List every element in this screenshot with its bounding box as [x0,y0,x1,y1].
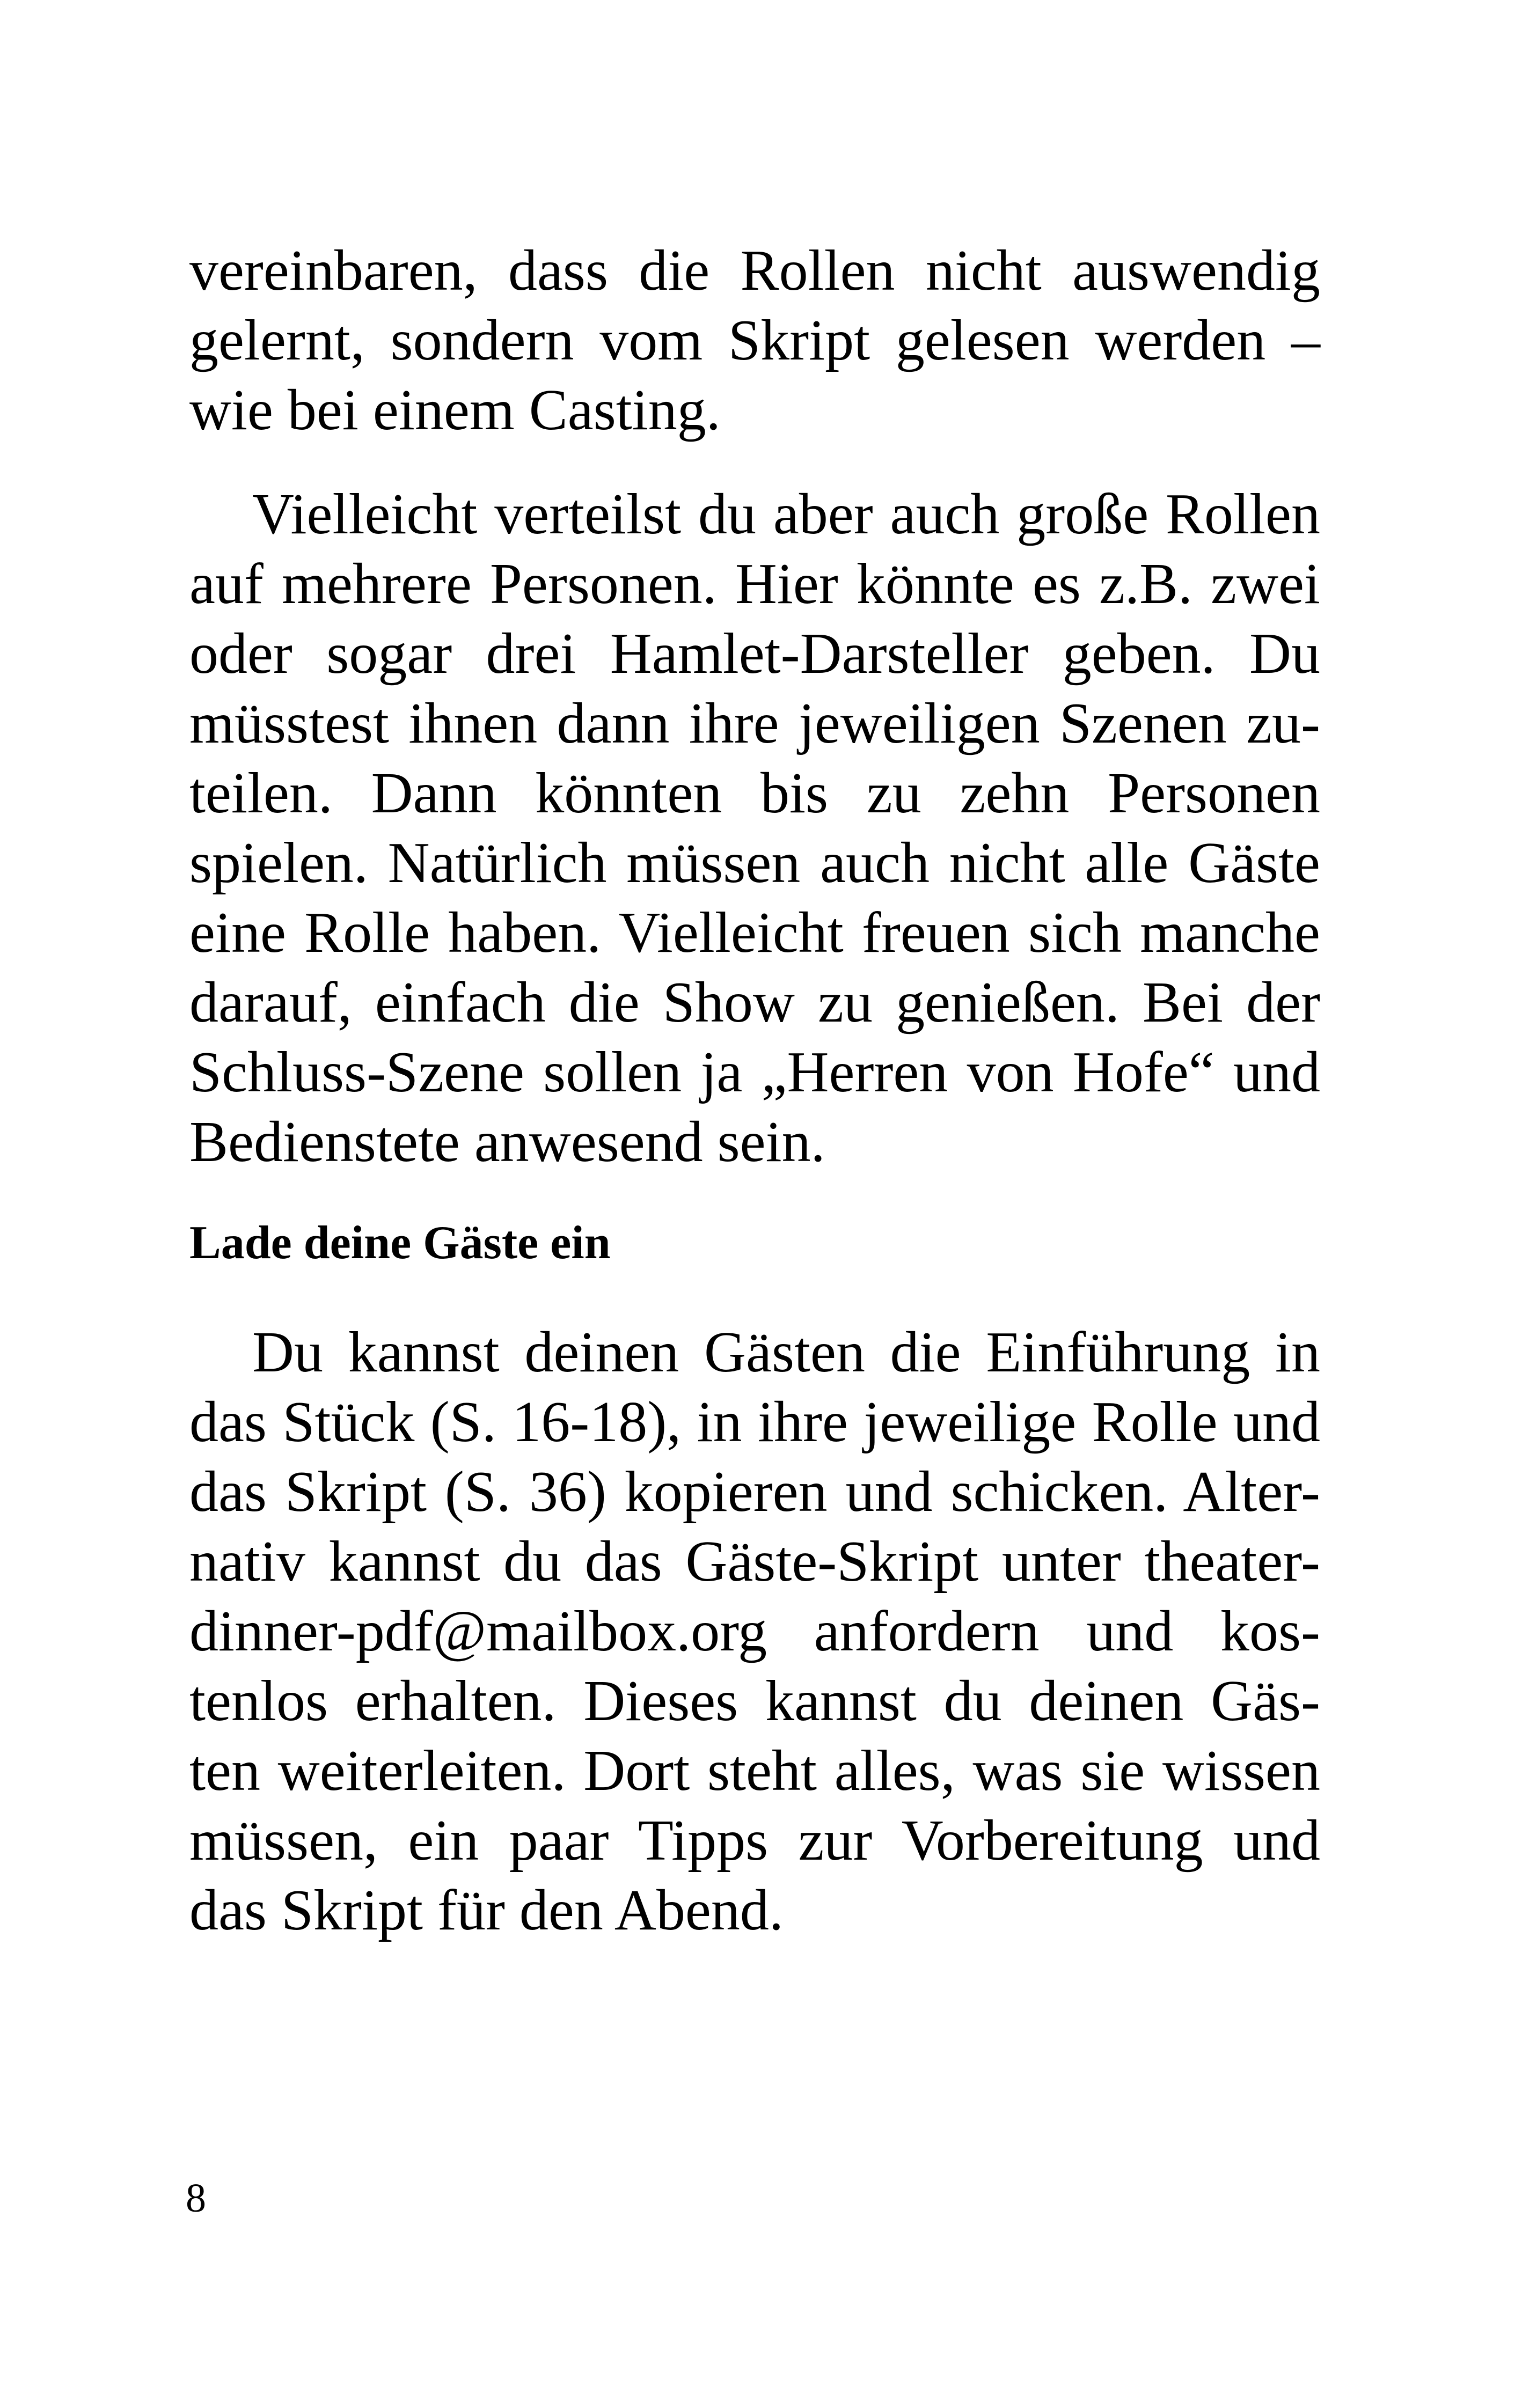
text-line: Vielleicht verteilst du aber auch große Rollen [252,482,1320,546]
section-heading: Lade deine Gäste ein [189,1217,611,1269]
text-line: dinner-pdf@mailbox.org anfordern und kos- [189,1599,1320,1663]
text-line: Bedienstete anwesend sein. [189,1110,825,1174]
text-line: das Skript (S. 36) kopieren und schicken. Alter- [189,1460,1320,1524]
text-line: das Stück (S. 16-18), in ihre jeweilige Rolle und [189,1390,1320,1454]
text-line: tenlos erhalten. Dieses kannst du deinen Gäs- [189,1669,1320,1733]
text-line: wie bei einem Casting. [189,378,721,442]
text-line: gelernt, sondern vom Skript gelesen werden – [189,309,1320,372]
text-line: vereinbaren, dass die Rollen nicht auswendig [189,239,1320,303]
text-line: spielen. Natürlich müssen auch nicht alle Gäste [189,831,1320,895]
paragraph-invite [189,1318,1320,1946]
text-line: das Skript für den Abend. [189,1878,784,1942]
paragraph-continuation [189,236,1320,445]
text-line: Schluss-Szene sollen ja „Herren von Hofe“ und [189,1040,1320,1104]
text-line: müssen, ein paar Tipps zur Vorbereitung und [189,1809,1320,1873]
text-line: Du kannst deinen Gästen die Einführung in [252,1320,1320,1384]
text-line: darauf, einfach die Show zu genießen. Bei der [189,971,1320,1034]
text-line: teilen. Dann könnten bis zu zehn Personen [189,761,1320,825]
page-number: 8 [186,2176,206,2221]
text-line: ten weiterleiten. Dort steht alles, was sie wissen [189,1739,1320,1803]
text-line: nativ kannst du das Gäste-Skript unter theater- [189,1530,1320,1594]
paragraph-roles [189,480,1320,1177]
text-line: oder sogar drei Hamlet-Darsteller geben. Du [189,622,1320,686]
text-line: eine Rolle haben. Vielleicht freuen sich manche [189,901,1320,965]
text-line: müsstest ihnen dann ihre jeweiligen Szenen zu- [189,692,1320,755]
text-line: auf mehrere Personen. Hier könnte es z.B. zwei [189,552,1320,616]
